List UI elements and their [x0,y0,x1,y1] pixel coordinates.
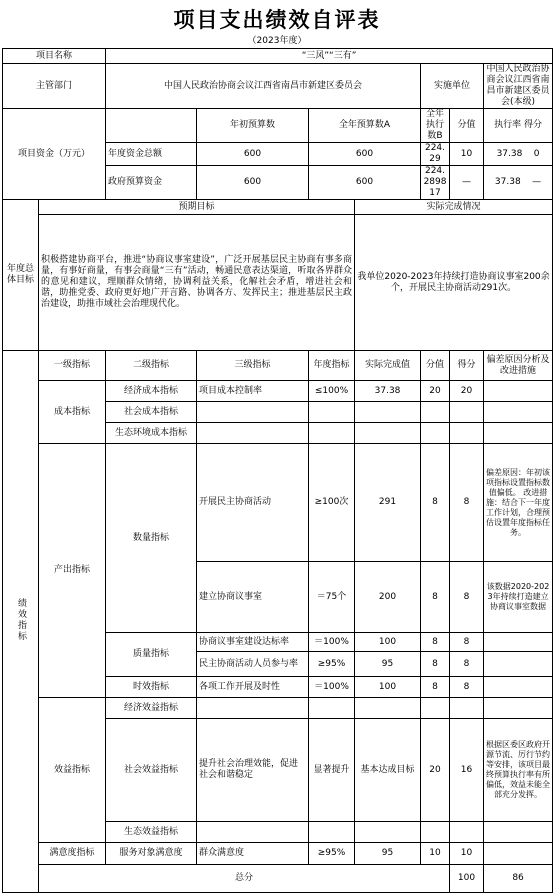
perf-header-target: 年度指标 [309,351,355,381]
funds-row-executed: 224.289817 [421,166,450,200]
time-target: ＝100% [309,677,355,698]
quantity-actual: 291 [355,444,421,562]
cost-remark [484,423,553,444]
benefit-l1: 效益指标 [39,698,106,843]
satisfaction-remark [484,843,553,865]
cost-score [450,423,484,444]
quality-remark [484,633,553,652]
funds-spacer [106,109,197,143]
funds-header-score: 得分 [523,120,542,130]
quality-score: 8 [450,652,484,677]
cost-target [309,402,355,423]
perf-header-score: 得分 [450,351,484,381]
benefit-target [309,822,355,843]
form-title: 项目支出绩效自评表 [173,8,381,32]
quality-actual: 100 [355,633,421,652]
cost-score-value [421,402,450,423]
perf-label-text: 绩效指标 [16,597,26,642]
quantity-score: 8 [450,562,484,633]
time-score-value: 8 [421,677,450,698]
satisfaction-target: ≥95% [309,843,355,865]
quantity-score: 8 [450,444,484,562]
cost-score-value: 20 [421,381,450,402]
quality-score-value: 8 [421,633,450,652]
satisfaction-l3: 群众满意度 [197,843,309,865]
funds-row-executed: 224.29 [421,143,450,166]
funds-row-score: — [532,177,542,187]
quality-actual: 95 [355,652,421,677]
funds-row-name: 年度资金总额 [106,143,197,166]
satisfaction-score: 10 [450,843,484,865]
funds-header-initial: 年初预算数 [197,109,309,143]
time-l2: 时效指标 [106,677,197,698]
quantity-l3: 建立协商议事室 [197,562,309,633]
benefit-target [309,698,355,719]
funds-row-rate: 37.38 [496,148,523,159]
quality-target: ≥95% [309,652,355,677]
cost-actual [355,402,421,423]
cost-l2: 生态环境成本指标 [106,423,197,444]
funds-row-annual: 600 [309,143,421,166]
quantity-l2: 数量指标 [106,444,197,633]
total-score: 86 [484,865,553,893]
quantity-l3: 开展民主协商活动 [197,444,309,562]
benefit-l3 [197,698,309,719]
project-name-label: 项目名称 [3,49,106,64]
benefit-target: 显著提升 [309,719,355,822]
cost-actual [355,423,421,444]
actual-result-header: 实际完成情况 [355,200,553,215]
quality-score: 8 [450,633,484,652]
perf-label [3,351,39,893]
funds-header-rate: 执行率 [494,120,522,130]
quantity-target: ≥100次 [309,444,355,562]
benefit-remark [484,698,553,719]
funds-header-score-value: 分值 [450,109,484,143]
form-subtitle: （2023年度） [247,36,307,46]
perf-header-actual: 实际完成值 [355,351,421,381]
benefit-score-value [421,822,450,843]
benefit-remark [484,822,553,843]
quality-l3: 协商议事室建设达标率 [197,633,309,652]
funds-row-score-value: — [450,166,484,200]
benefit-score: 16 [450,719,484,822]
funds-row-score: 0 [533,148,540,159]
cost-l1: 成本指标 [39,381,106,444]
quantity-target: ＝75个 [309,562,355,633]
quantity-score-value: 8 [421,444,450,562]
perf-header-l2: 二级指标 [106,351,197,381]
benefit-l2: 社会效益指标 [106,719,197,822]
goals-label: 年度总体目标 [3,200,39,351]
satisfaction-l2: 服务对象满意度 [106,843,197,865]
benefit-actual [355,698,421,719]
benefit-actual: 基本达成目标 [355,719,421,822]
benefit-remark: 根据区委区政府开源节流、厉行节约等安排，该项目最终预算执行率有所偏低，效益未能全部充分发挥。 [484,719,553,822]
quantity-remark: 偏差原因：年初该项指标设置指标数值偏低。 改进措施：结合下一年度工作计划，合理预估设置年度指标任务。 [484,444,553,562]
project-name-value: “三风”“三有” [106,49,553,64]
expected-goal-header: 预期目标 [39,200,355,215]
actual-result-text: 我单位2020-2023年持续打造协商议事室200余个，开展民主协商活动291次。 [355,215,553,351]
benefit-l3: 提升社会治理效能，促进社会和谐稳定 [197,719,309,822]
dept-label: 主管部门 [3,64,106,109]
impl-label: 实施单位 [421,64,484,109]
quantity-actual: 200 [355,562,421,633]
quality-score-value: 8 [421,652,450,677]
satisfaction-actual: 95 [355,843,421,865]
benefit-score-value [421,698,450,719]
dept-value: 中国人民政治协商会议江西省南昌市新建区委员会 [106,64,421,109]
time-score: 8 [450,677,484,698]
benefit-score [450,822,484,843]
time-actual: 100 [355,677,421,698]
funds-row-annual: 600 [309,166,421,200]
quality-l2: 质量指标 [106,633,197,677]
cost-remark [484,402,553,423]
cost-score [450,402,484,423]
perf-header-remark: 偏差原因分析及改进措施 [484,351,553,381]
benefit-l3 [197,822,309,843]
time-l3: 各项工作开展及时性 [197,677,309,698]
satisfaction-score-value: 10 [421,843,450,865]
funds-header-executed: 全年执行数B [421,109,450,143]
cost-actual: 37.38 [355,381,421,402]
funds-row-rate: 37.38 [494,177,521,187]
quality-remark [484,652,553,677]
cost-l3 [197,423,309,444]
funds-row-initial: 600 [197,166,309,200]
cost-target [309,423,355,444]
cost-remark [484,381,553,402]
funds-row-score-value: 10 [450,143,484,166]
funds-label: 项目资金（万元） [3,109,106,200]
cost-l3 [197,402,309,423]
quality-l3: 民主协商活动人员参与率 [197,652,309,677]
benefit-score-value: 20 [421,719,450,822]
benefit-actual [355,822,421,843]
cost-l2: 社会成本指标 [106,402,197,423]
cost-target: ≤100% [309,381,355,402]
satisfaction-l1: 满意度指标 [39,843,106,865]
perf-header-score-value: 分值 [421,351,450,381]
evaluation-table [2,48,553,893]
benefit-l2: 生态效益指标 [106,822,197,843]
funds-row-rate-score [484,143,553,166]
quantity-remark: 该数据2020-2023年持续打造建立协商议事室数据 [484,562,553,633]
benefit-l2: 经济效益指标 [106,698,197,719]
perf-header-l3: 三级指标 [197,351,309,381]
funds-header-rate-score [484,109,553,143]
funds-header-annual: 全年预算数A [309,109,421,143]
cost-score-value [421,423,450,444]
cost-l2: 经济成本指标 [106,381,197,402]
funds-row-initial: 600 [197,143,309,166]
output-l1: 产出指标 [39,444,106,698]
quality-target: ＝100% [309,633,355,652]
expected-goal-text: 积极搭建协商平台，推进“协商议事室建设”，广泛开展基层民主协商有事多商量，有事好商量，有事会商量“三有”活动，畅通民意表达渠道，听取各界群众的意见和建议，理顺群众情绪，协调利益关系，化解社会矛盾，增进社会和谐，助推党委、政府更好地广开言路、协调各方、发挥民主；推进基层民主政治建设，助推市域社会治理现代化。 [39,215,355,351]
funds-row-rate-score [484,166,553,200]
total-label: 总分 [39,865,450,893]
quantity-score-value: 8 [421,562,450,633]
time-remark [484,677,553,698]
cost-score: 20 [450,381,484,402]
benefit-score [450,698,484,719]
perf-header-l1: 一级指标 [39,351,106,381]
impl-value: 中国人民政治协商会议江西省南昌市新建区委员会(本级) [484,64,553,109]
cost-l3: 项目成本控制率 [197,381,309,402]
total-score-value: 100 [450,865,484,893]
funds-row-name: 政府预算资金 [106,166,197,200]
